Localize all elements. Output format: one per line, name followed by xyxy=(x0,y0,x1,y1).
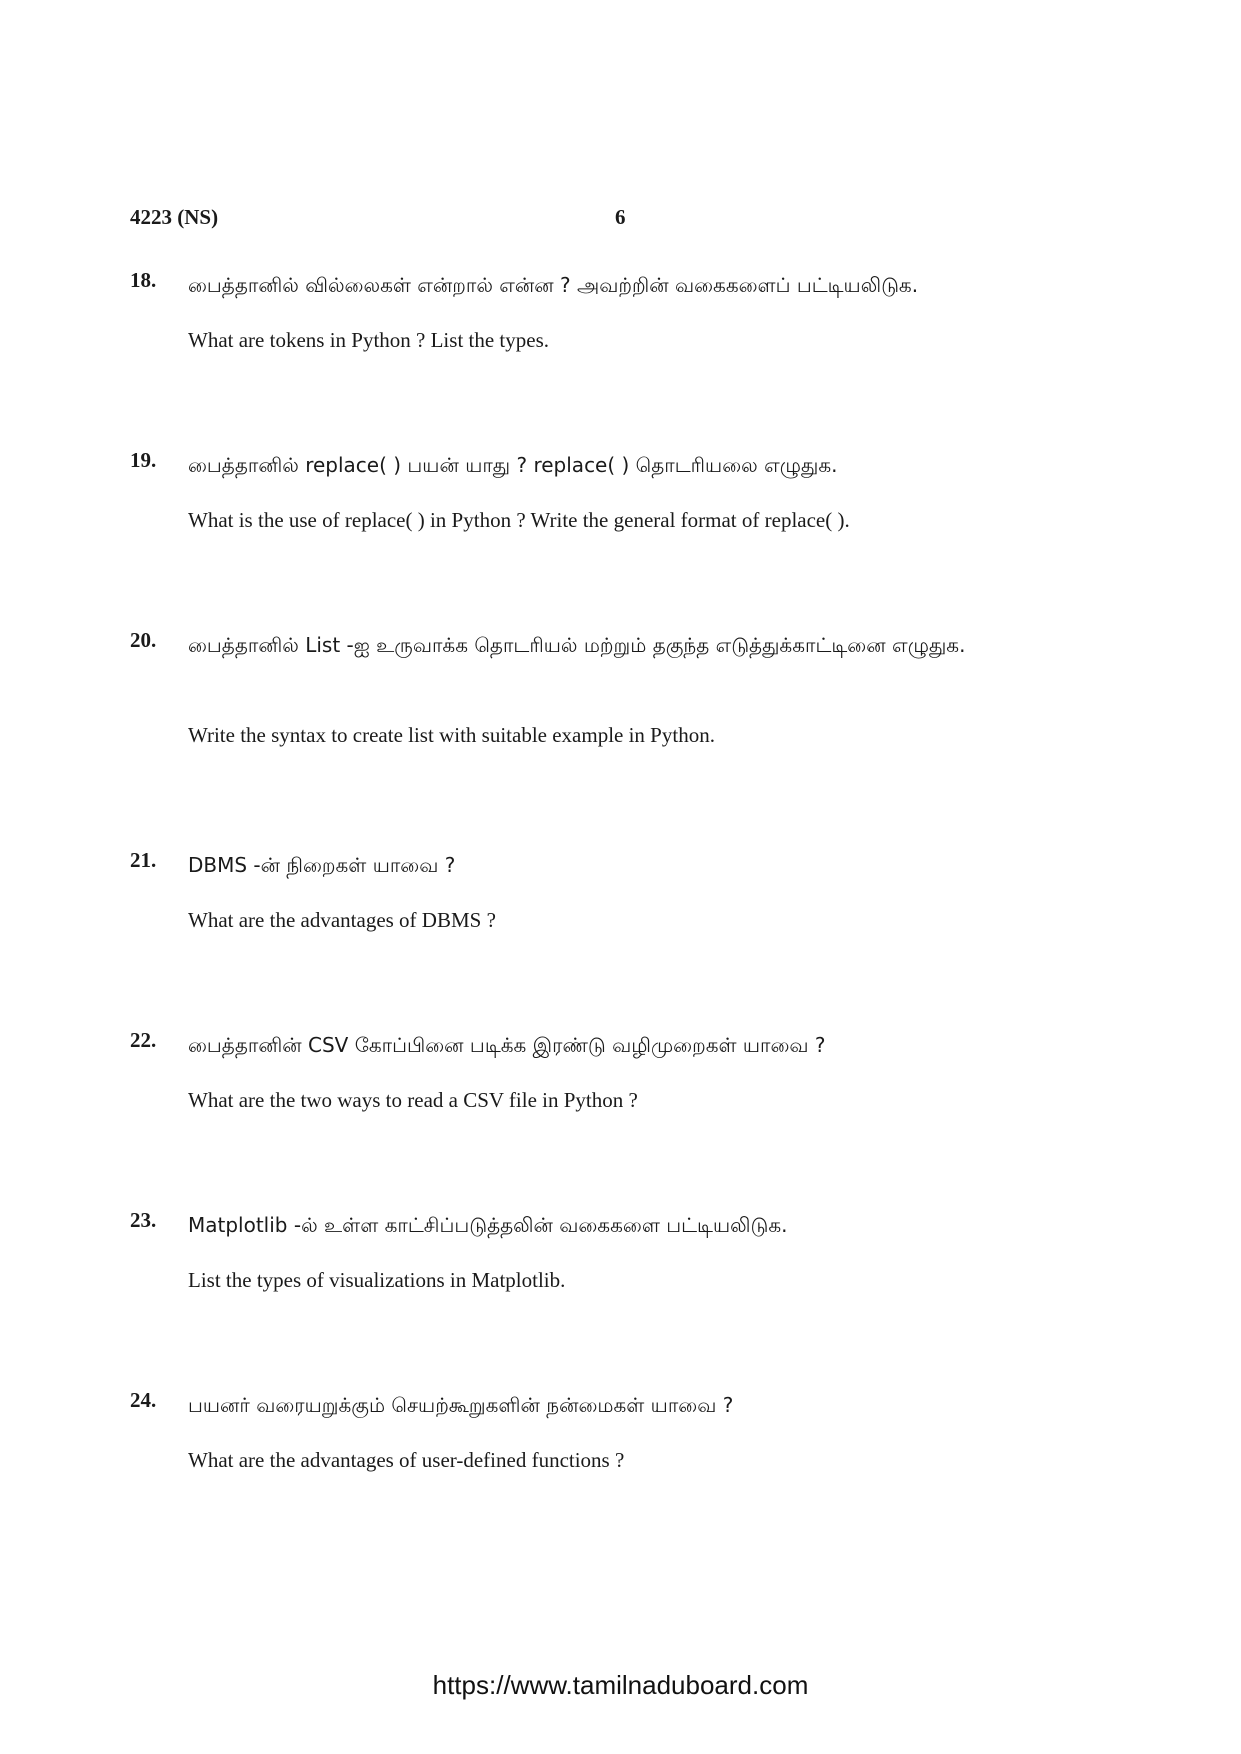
question-number: 21. xyxy=(130,848,157,872)
question-number: 23. xyxy=(130,1208,157,1232)
question-number: 19. xyxy=(130,448,157,472)
question-tamil-text: பைத்தானில் வில்லைகள் என்றால் என்ன ? அவற்றின் வகைகளைப் பட்டியலிடுக. xyxy=(188,273,919,297)
question-tamil-text: Matplotlib -ல் உள்ள காட்சிப்படுத்தலின் வகைகளை பட்டியலிடுக. xyxy=(188,1213,788,1237)
paper-code: 4223 (NS) xyxy=(130,205,219,229)
question-24 xyxy=(130,1388,1110,1478)
question-tamil-text: பைத்தானில் replace( ) பயன் யாது ? replace( ) தொடரியலை எழுதுக. xyxy=(188,453,838,477)
question-english-text: What is the use of replace( ) in Python ? Write the general format of replace( ). xyxy=(188,508,850,532)
question-tamil-text: பைத்தானின் CSV கோப்பினை படிக்க இரண்டு வழிமுறைகள் யாவை ? xyxy=(188,1033,826,1057)
question-22 xyxy=(130,1028,1110,1118)
question-english-text: Write the syntax to create list with suitable example in Python. xyxy=(188,723,715,747)
question-23 xyxy=(130,1208,1110,1298)
question-number: 22. xyxy=(130,1028,157,1052)
question-number: 18. xyxy=(130,268,157,292)
question-number: 20. xyxy=(130,628,157,652)
question-21 xyxy=(130,848,1110,938)
footer-url: https://www.tamilnaduboard.com xyxy=(432,1670,809,1700)
question-english-text: List the types of visualizations in Matplotlib. xyxy=(188,1268,566,1292)
question-20 xyxy=(130,628,1110,758)
question-tamil-text: DBMS -ன் நிறைகள் யாவை ? xyxy=(188,853,456,877)
page-header xyxy=(130,205,1110,235)
page-number: 6 xyxy=(615,205,626,229)
question-english-text: What are the advantages of DBMS ? xyxy=(188,908,496,932)
question-english-text: What are tokens in Python ? List the types. xyxy=(188,328,550,352)
question-english-text: What are the two ways to read a CSV file in Python ? xyxy=(188,1088,638,1112)
question-tamil-text: பயனர் வரையறுக்கும் செயற்கூறுகளின் நன்மைகள் யாவை ? xyxy=(188,1393,734,1417)
question-number: 24. xyxy=(130,1388,157,1412)
question-tamil-text: பைத்தானில் List -ஐ உருவாக்க தொடரியல் மற்றும் தகுந்த எடுத்துக்காட்டினை எழுதுக. xyxy=(188,633,966,657)
question-english-text: What are the advantages of user-defined functions ? xyxy=(188,1448,625,1472)
question-19 xyxy=(130,448,1110,538)
question-18 xyxy=(130,268,1110,358)
